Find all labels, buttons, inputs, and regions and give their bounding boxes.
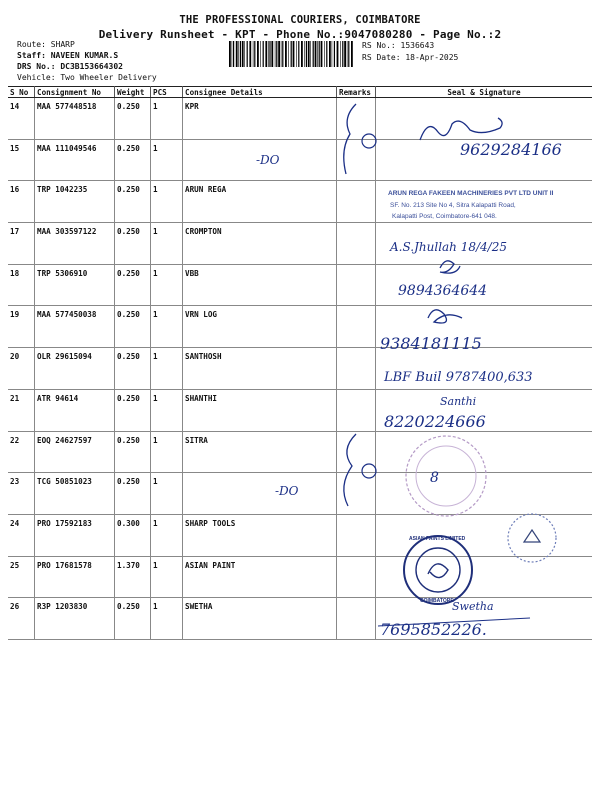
phone-row18: 9894364644 <box>398 283 488 299</box>
small-round-stamp <box>508 514 556 562</box>
row-sno: 17 <box>8 223 35 265</box>
row-consignee: SWETHA <box>183 598 337 640</box>
row-weight: 0.250 <box>115 264 151 306</box>
signature-row17: A.S.Jhullah 18/4/25 <box>390 240 507 254</box>
row-sno: 21 <box>8 389 35 431</box>
row-consignment: TRP 5306910 <box>35 264 115 306</box>
row-sno: 26 <box>8 598 35 640</box>
row-consignment: MAA 303597122 <box>35 223 115 265</box>
asian-paints-stamp <box>404 536 472 604</box>
row-consignee: SHANTHI <box>183 389 337 431</box>
rs-number: RS No.: 1536643 <box>362 41 435 50</box>
row-pcs: 1 <box>151 139 183 181</box>
col-seal-signature: Seal & Signature <box>376 87 593 98</box>
ditto-mark-row15: -DO <box>256 153 280 167</box>
row-consignee: VRN LOG <box>183 306 337 348</box>
col-remarks: Remarks <box>337 87 376 98</box>
row-weight: 0.250 <box>115 473 151 515</box>
row-sno: 24 <box>8 514 35 556</box>
row-consignment: TRP 1042235 <box>35 181 115 223</box>
row-weight: 0.250 <box>115 223 151 265</box>
row-consignment: ATR 94614 <box>35 389 115 431</box>
row-consignment: R3P 1203830 <box>35 598 115 640</box>
phone-row19: 9384181115 <box>380 334 482 353</box>
row-sno: 23 <box>8 473 35 515</box>
row-pcs: 1 <box>151 223 183 265</box>
row-consignment: MAA 111049546 <box>35 139 115 181</box>
row-consignment: PRO 17681578 <box>35 556 115 598</box>
col-sno: S No <box>8 87 35 98</box>
row-pcs: 1 <box>151 264 183 306</box>
row-weight: 0.250 <box>115 431 151 473</box>
ditto-mark-row23: -DO <box>275 484 299 498</box>
row-consignment: PRO 17592183 <box>35 514 115 556</box>
row-sno: 22 <box>8 431 35 473</box>
col-consignment: Consignment No <box>35 87 115 98</box>
arun-stamp-line1: ARUN REGA FAKEEN MACHINERIES PVT LTD UNIT II <box>388 190 554 197</box>
row-consignment: MAA 577450038 <box>35 306 115 348</box>
row-sno: 15 <box>8 139 35 181</box>
staff-label: Staff: <box>17 51 46 60</box>
row-pcs: 1 <box>151 556 183 598</box>
name-row26: Swetha <box>452 600 494 613</box>
row-weight: 0.250 <box>115 98 151 140</box>
row-pcs: 1 <box>151 598 183 640</box>
faint-round-stamp <box>406 436 486 516</box>
route-label: Route: SHARP <box>17 40 75 49</box>
row-sno: 14 <box>8 98 35 140</box>
col-consignee: Consignee Details <box>183 87 337 98</box>
asian-paints-stamp-city: COIMBATORE <box>420 598 454 604</box>
row-consignee: KPR <box>183 98 337 140</box>
row-consignee: ASIAN PAINT <box>183 556 337 598</box>
vbb-signature <box>440 261 460 273</box>
company-title: THE PROFESSIONAL COURIERS, COIMBATORE <box>179 14 421 26</box>
drs-number: DC3B153664302 <box>60 62 123 71</box>
phone-row15: 9629284166 <box>460 140 562 159</box>
row-consignee: CROMPTON <box>183 223 337 265</box>
row-sno: 25 <box>8 556 35 598</box>
row-consignee: SHARP TOOLS <box>183 514 337 556</box>
runsheet-subtitle: Delivery Runsheet - KPT - Phone No.:9047080280 - Page No.:2 <box>98 28 502 41</box>
vrn-signature <box>428 310 462 323</box>
col-pcs: PCS <box>151 87 183 98</box>
row-sno: 19 <box>8 306 35 348</box>
name-row21: Santhi <box>440 395 477 408</box>
row-weight: 0.250 <box>115 598 151 640</box>
staff-name: NAVEEN KUMAR.S <box>50 51 119 60</box>
row-pcs: 1 <box>151 473 183 515</box>
row-sno: 20 <box>8 348 35 390</box>
arun-stamp-line2: SF. No. 213 Site No 4, Sitra Kalapatti Road, <box>390 202 516 209</box>
remarks-bracket-mark-2 <box>344 434 356 506</box>
row-weight: 0.250 <box>115 389 151 431</box>
row-pcs: 1 <box>151 306 183 348</box>
row-pcs: 1 <box>151 431 183 473</box>
row-pcs: 1 <box>151 389 183 431</box>
row-weight: 0.250 <box>115 181 151 223</box>
row-consignee: ARUN REGA <box>183 181 337 223</box>
row-consignment: TCG 50851023 <box>35 473 115 515</box>
circled-two-mark <box>362 134 376 148</box>
row-pcs: 1 <box>151 181 183 223</box>
row-weight: 0.300 <box>115 514 151 556</box>
arun-stamp-line3: Kalapatti Post, Coimbatore-641 048. <box>392 213 497 220</box>
circled-two-mark-2 <box>362 464 376 478</box>
kpr-signature <box>420 118 502 140</box>
row-sno: 16 <box>8 181 35 223</box>
row-consignee: VBB <box>183 264 337 306</box>
signature-row23: 8 <box>430 470 439 486</box>
row-weight: 0.250 <box>115 139 151 181</box>
vehicle-label: Vehicle: Two Wheeler Delivery <box>17 73 157 82</box>
phone-row26: 7695852226. <box>380 620 487 639</box>
row-weight: 0.250 <box>115 348 151 390</box>
row-consignment: MAA 577448518 <box>35 98 115 140</box>
row-pcs: 1 <box>151 98 183 140</box>
asian-paints-stamp-text: ASIAN PAINTS LIMITED <box>409 536 466 542</box>
drs-label: DRS No.: <box>17 62 56 71</box>
row-consignee: SITRA <box>183 431 337 473</box>
phone-row20: LBF Buil 9787400,633 <box>384 370 533 385</box>
row-weight: 0.250 <box>115 306 151 348</box>
row-pcs: 1 <box>151 348 183 390</box>
phone-row21: 8220224666 <box>384 412 486 431</box>
row-consignment: EOQ 24627597 <box>35 431 115 473</box>
col-weight: Weight <box>115 87 151 98</box>
rs-date: RS Date: 18-Apr-2025 <box>362 53 459 62</box>
row-weight: 1.370 <box>115 556 151 598</box>
row-sno: 18 <box>8 264 35 306</box>
row-consignment: OLR 29615094 <box>35 348 115 390</box>
row-consignee: SANTHOSH <box>183 348 337 390</box>
remarks-bracket-mark <box>344 104 356 174</box>
row-pcs: 1 <box>151 514 183 556</box>
